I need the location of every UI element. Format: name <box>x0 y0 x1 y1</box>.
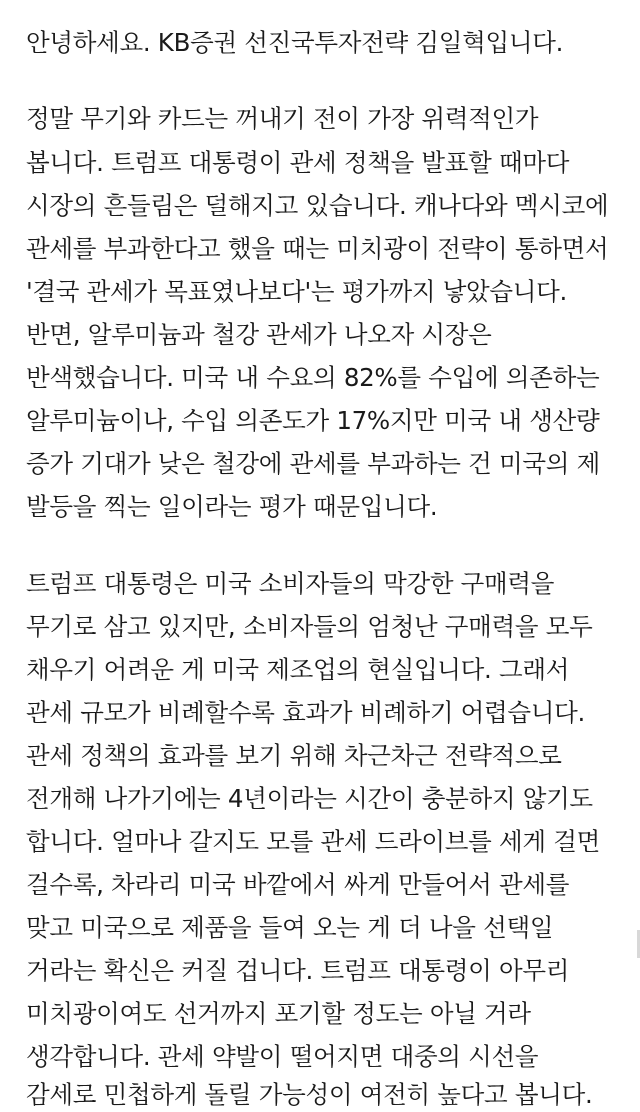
text-line: 증가 기대가 낮은 철강에 관세를 부과하는 건 미국의 제 <box>26 449 600 478</box>
text-line: 전개해 나가기에는 4년이라는 시간이 충분하지 않기도 <box>26 784 593 813</box>
text-line: 합니다. 얼마나 갈지도 모를 관세 드라이브를 세게 걸면 <box>26 827 600 856</box>
text-line: 반면, 알루미늄과 철강 관세가 나오자 시장은 <box>26 320 492 349</box>
text-line: 생각합니다. 관세 약발이 떨어지면 대중의 시선을 <box>26 1042 539 1071</box>
text-line: '결국 관세가 목표였나보다'는 평가까지 낳았습니다. <box>26 277 568 306</box>
greeting-line: 안녕하세요. KB증권 선진국투자전략 김일혁입니다. <box>26 28 564 57</box>
text-line: 관세 규모가 비례할수록 효과가 비례하기 어렵습니다. <box>26 698 585 727</box>
text-line: 봅니다. 트럼프 대통령이 관세 정책을 발표할 때마다 <box>26 148 570 177</box>
text-line: 걸수록, 차라리 미국 바깥에서 싸게 만들어서 관세를 <box>26 870 570 899</box>
text-line: 알루미늄이나, 수입 의존도가 17%지만 미국 내 생산량 <box>26 406 600 435</box>
text-line: 거라는 확신은 커질 겁니다. 트럼프 대통령이 아무리 <box>26 956 570 985</box>
text-line: 관세 정책의 효과를 보기 위해 차근차근 전략적으로 <box>26 741 562 770</box>
text-line: 무기로 삼고 있지만, 소비자들의 엄청난 구매력을 모두 <box>26 612 593 641</box>
text-line: 반색했습니다. 미국 내 수요의 82%를 수입에 의존하는 <box>26 363 600 392</box>
text-line: 정말 무기와 카드는 꺼내기 전이 가장 위력적인가 <box>26 104 539 133</box>
text-line: 채우기 어려운 게 미국 제조업의 현실입니다. 그래서 <box>26 655 570 684</box>
text-line: 트럼프 대통령은 미국 소비자들의 막강한 구매력을 <box>26 569 555 598</box>
text-line: 관세를 부과한다고 했을 때는 미치광이 전략이 통하면서 <box>26 234 609 263</box>
text-line: 미치광이여도 선거까지 포기할 정도는 아닐 거라 <box>26 999 531 1028</box>
text-line: 맞고 미국으로 제품을 들여 오는 게 더 나을 선택일 <box>26 913 554 942</box>
text-line: 시장의 흔들림은 덜해지고 있습니다. 캐나다와 멕시코에 <box>26 191 609 220</box>
text-line: 감세로 민첩하게 돌릴 가능성이 여전히 높다고 봅니다. <box>26 1080 593 1109</box>
text-line: 발등을 찍는 일이라는 평가 때문입니다. <box>26 492 438 521</box>
